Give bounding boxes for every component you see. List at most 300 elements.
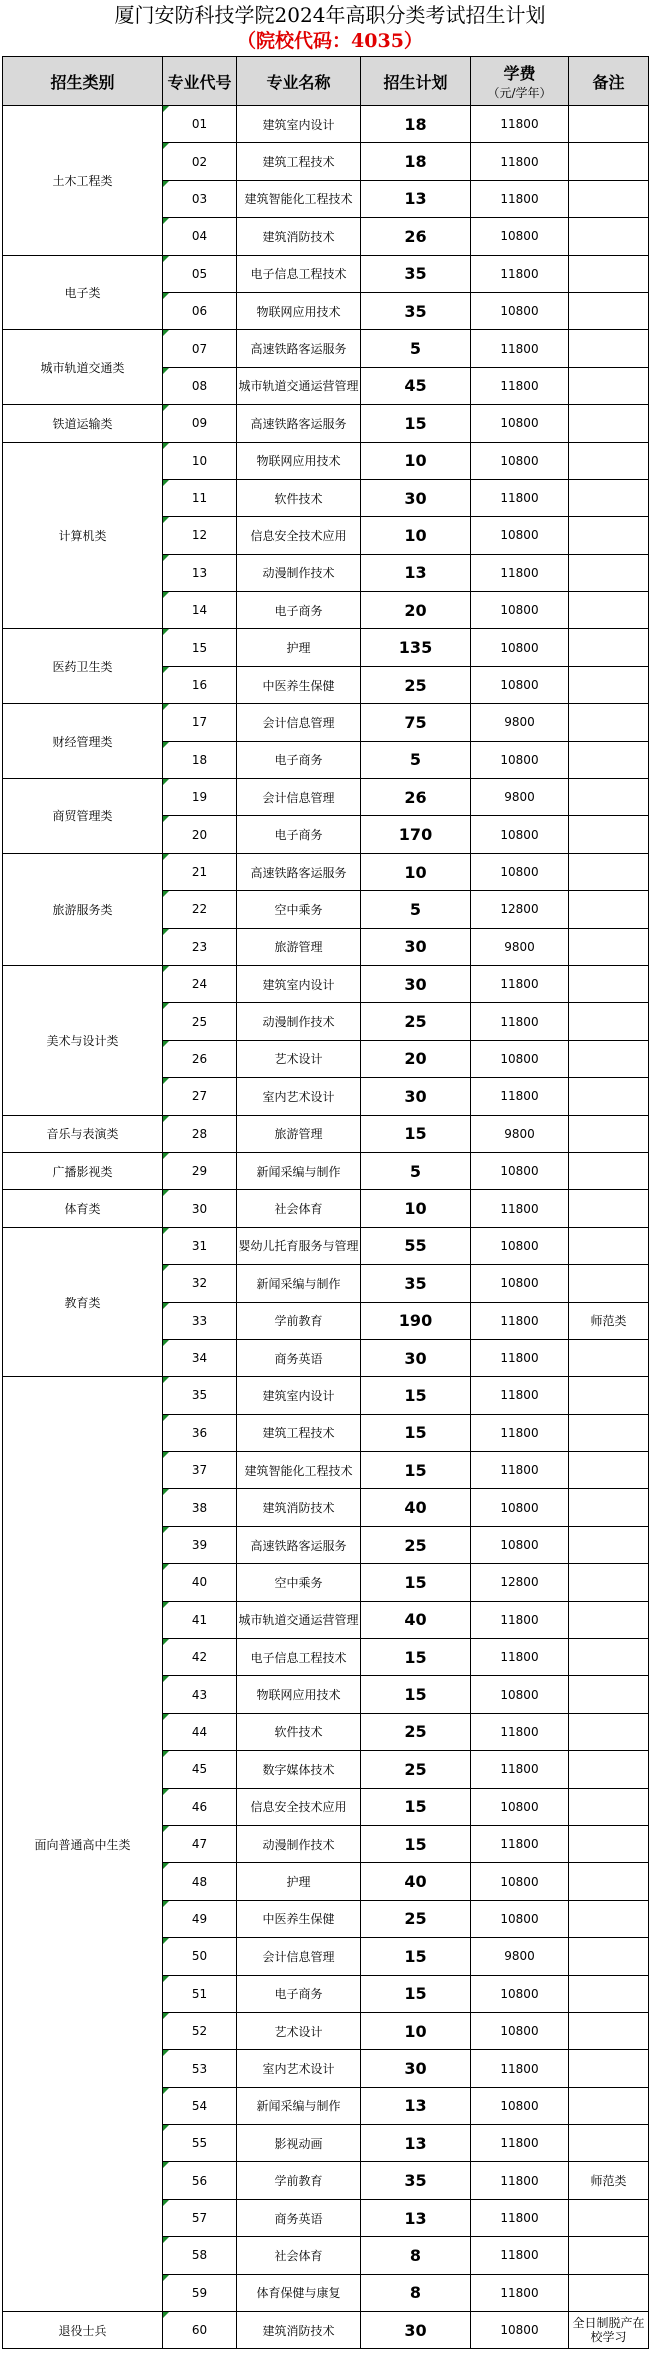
major-cell: 建筑工程技术 xyxy=(237,1414,361,1451)
header-major: 专业名称 xyxy=(237,57,361,106)
fee-cell: 11800 xyxy=(471,1078,569,1115)
plan-cell: 40 xyxy=(361,1601,471,1638)
major-cell: 会计信息管理 xyxy=(237,704,361,741)
text-format-marker-icon xyxy=(163,1228,169,1234)
category-cell: 商贸管理类 xyxy=(3,779,163,854)
code-cell xyxy=(163,891,237,928)
plan-cell: 170 xyxy=(361,816,471,853)
code-cell xyxy=(163,255,237,292)
code-cell xyxy=(163,2237,237,2274)
note-cell xyxy=(569,1639,649,1676)
plan-cell: 135 xyxy=(361,629,471,666)
plan-cell: 10 xyxy=(361,1190,471,1227)
header-fee-unit: （元/学年） xyxy=(487,86,552,100)
plan-cell: 15 xyxy=(361,1115,471,1152)
note-cell xyxy=(569,928,649,965)
table-row xyxy=(3,442,649,479)
fee-cell: 11800 xyxy=(471,255,569,292)
plan-cell: 10 xyxy=(361,2012,471,2049)
major-cell: 会计信息管理 xyxy=(237,779,361,816)
text-format-marker-icon xyxy=(163,2312,169,2318)
note-cell xyxy=(569,106,649,143)
code-cell xyxy=(163,1938,237,1975)
fee-cell: 10800 xyxy=(471,1975,569,2012)
major-cell: 旅游管理 xyxy=(237,928,361,965)
major-cell: 建筑消防技术 xyxy=(237,218,361,255)
plan-cell: 40 xyxy=(361,1863,471,1900)
note-cell xyxy=(569,1751,649,1788)
category-cell: 计算机类 xyxy=(3,442,163,629)
plan-cell: 30 xyxy=(361,928,471,965)
text-format-marker-icon xyxy=(163,405,169,411)
code-value: 18 xyxy=(191,752,208,767)
fee-cell: 11800 xyxy=(471,143,569,180)
table-row xyxy=(3,629,649,666)
header-plan: 招生计划 xyxy=(361,57,471,106)
note-cell xyxy=(569,666,649,703)
code-cell xyxy=(163,554,237,591)
category-cell: 医药卫生类 xyxy=(3,629,163,704)
text-format-marker-icon xyxy=(163,1003,169,1009)
major-cell: 会计信息管理 xyxy=(237,1938,361,1975)
table-row xyxy=(3,1377,649,1414)
code-value: 27 xyxy=(191,1089,208,1104)
code-value: 39 xyxy=(191,1538,208,1553)
table-row xyxy=(3,965,649,1002)
table-row xyxy=(3,779,649,816)
note-cell xyxy=(569,1676,649,1713)
code-value: 24 xyxy=(191,977,208,992)
major-cell: 建筑智能化工程技术 xyxy=(237,1452,361,1489)
note-cell xyxy=(569,2087,649,2124)
plan-cell: 10 xyxy=(361,853,471,890)
plan-cell: 18 xyxy=(361,106,471,143)
code-cell xyxy=(163,1190,237,1227)
fee-cell: 10800 xyxy=(471,1900,569,1937)
fee-cell: 11800 xyxy=(471,1414,569,1451)
text-format-marker-icon xyxy=(163,592,169,598)
table-row xyxy=(3,106,649,143)
text-format-marker-icon xyxy=(163,704,169,710)
note-cell xyxy=(569,442,649,479)
code-cell xyxy=(163,2312,237,2349)
note-cell xyxy=(569,2050,649,2087)
fee-cell: 10800 xyxy=(471,1863,569,1900)
text-format-marker-icon xyxy=(163,779,169,785)
note-cell xyxy=(569,1265,649,1302)
code-value: 32 xyxy=(191,1276,208,1291)
plan-cell: 35 xyxy=(361,255,471,292)
note-cell xyxy=(569,853,649,890)
code-cell xyxy=(163,143,237,180)
fee-cell: 10800 xyxy=(471,292,569,329)
note-cell: 师范类 xyxy=(569,2162,649,2199)
major-cell: 高速铁路客运服务 xyxy=(237,1526,361,1563)
major-cell: 新闻采编与制作 xyxy=(237,1265,361,1302)
fee-cell: 11800 xyxy=(471,2274,569,2311)
table-row xyxy=(3,255,649,292)
category-cell: 广播影视类 xyxy=(3,1152,163,1189)
major-cell: 社会体育 xyxy=(237,1190,361,1227)
text-format-marker-icon xyxy=(163,293,169,299)
fee-cell: 10800 xyxy=(471,666,569,703)
note-cell xyxy=(569,367,649,404)
code-cell xyxy=(163,106,237,143)
code-value: 01 xyxy=(191,117,208,132)
major-cell: 动漫制作技术 xyxy=(237,1825,361,1862)
code-value: 33 xyxy=(191,1313,208,1328)
major-cell: 学前教育 xyxy=(237,1302,361,1339)
code-cell xyxy=(163,816,237,853)
text-format-marker-icon xyxy=(163,1976,169,1982)
plan-cell: 15 xyxy=(361,1825,471,1862)
plan-cell: 8 xyxy=(361,2274,471,2311)
text-format-marker-icon xyxy=(163,1676,169,1682)
note-cell xyxy=(569,629,649,666)
note-cell xyxy=(569,517,649,554)
major-cell: 高速铁路客运服务 xyxy=(237,330,361,367)
code-value: 46 xyxy=(191,1799,208,1814)
major-cell: 电子商务 xyxy=(237,741,361,778)
fee-cell: 11800 xyxy=(471,367,569,404)
code-cell xyxy=(163,180,237,217)
fee-cell: 11800 xyxy=(471,2162,569,2199)
category-cell: 美术与设计类 xyxy=(3,965,163,1115)
major-cell: 城市轨道交通运营管理 xyxy=(237,367,361,404)
fee-cell: 10800 xyxy=(471,218,569,255)
code-cell xyxy=(163,1863,237,1900)
institution-code: （院校代码：4035） xyxy=(237,30,423,52)
code-value: 59 xyxy=(191,2285,208,2300)
plan-cell: 15 xyxy=(361,1414,471,1451)
code-cell xyxy=(163,1377,237,1414)
plan-cell: 5 xyxy=(361,741,471,778)
code-cell xyxy=(163,1975,237,2012)
text-format-marker-icon xyxy=(163,1938,169,1944)
code-value: 31 xyxy=(191,1238,208,1253)
text-format-marker-icon xyxy=(163,1489,169,1495)
text-format-marker-icon xyxy=(163,1452,169,1458)
note-cell xyxy=(569,405,649,442)
fee-cell: 9800 xyxy=(471,928,569,965)
major-cell: 建筑工程技术 xyxy=(237,143,361,180)
text-format-marker-icon xyxy=(163,1415,169,1421)
table-header-row xyxy=(3,57,649,106)
table-row xyxy=(3,853,649,890)
note-cell xyxy=(569,1227,649,1264)
code-cell xyxy=(163,442,237,479)
text-format-marker-icon xyxy=(163,2275,169,2281)
plan-cell: 15 xyxy=(361,1938,471,1975)
major-cell: 中医养生保健 xyxy=(237,1900,361,1937)
plan-cell: 15 xyxy=(361,1639,471,1676)
note-cell xyxy=(569,1040,649,1077)
fee-cell: 11800 xyxy=(471,554,569,591)
text-format-marker-icon xyxy=(163,256,169,262)
major-cell: 建筑室内设计 xyxy=(237,965,361,1002)
plan-cell: 30 xyxy=(361,479,471,516)
code-value: 26 xyxy=(191,1051,208,1066)
plan-cell: 30 xyxy=(361,1339,471,1376)
code-cell xyxy=(163,2087,237,2124)
note-cell xyxy=(569,1339,649,1376)
plan-cell: 190 xyxy=(361,1302,471,1339)
code-value: 13 xyxy=(191,565,208,580)
note-cell xyxy=(569,1003,649,1040)
text-format-marker-icon xyxy=(163,1078,169,1084)
code-cell xyxy=(163,367,237,404)
plan-cell: 25 xyxy=(361,1751,471,1788)
major-cell: 城市轨道交通运营管理 xyxy=(237,1601,361,1638)
code-value: 11 xyxy=(191,491,208,506)
code-cell xyxy=(163,1526,237,1563)
fee-cell: 10800 xyxy=(471,442,569,479)
text-format-marker-icon xyxy=(163,1041,169,1047)
code-value: 10 xyxy=(191,453,208,468)
code-cell xyxy=(163,405,237,442)
text-format-marker-icon xyxy=(163,181,169,187)
text-format-marker-icon xyxy=(163,1190,169,1196)
code-cell xyxy=(163,1564,237,1601)
code-value: 23 xyxy=(191,939,208,954)
code-value: 06 xyxy=(191,304,208,319)
text-format-marker-icon xyxy=(163,1901,169,1907)
header-category: 招生类别 xyxy=(3,57,163,106)
category-cell: 教育类 xyxy=(3,1227,163,1377)
table-body xyxy=(3,106,649,2349)
plan-cell: 25 xyxy=(361,666,471,703)
code-value: 15 xyxy=(191,640,208,655)
major-cell: 建筑消防技术 xyxy=(237,1489,361,1526)
fee-cell: 11800 xyxy=(471,2125,569,2162)
fee-cell: 10800 xyxy=(471,592,569,629)
note-cell xyxy=(569,891,649,928)
major-cell: 空中乘务 xyxy=(237,1564,361,1601)
code-cell xyxy=(163,2162,237,2199)
note-cell xyxy=(569,2012,649,2049)
major-cell: 电子信息工程技术 xyxy=(237,1639,361,1676)
code-cell xyxy=(163,592,237,629)
code-cell xyxy=(163,479,237,516)
text-format-marker-icon xyxy=(163,218,169,224)
fee-cell: 11800 xyxy=(471,1377,569,1414)
table-row xyxy=(3,330,649,367)
major-cell: 室内艺术设计 xyxy=(237,1078,361,1115)
code-value: 43 xyxy=(191,1687,208,1702)
plan-cell: 10 xyxy=(361,442,471,479)
major-cell: 室内艺术设计 xyxy=(237,2050,361,2087)
text-format-marker-icon xyxy=(163,1153,169,1159)
code-cell xyxy=(163,218,237,255)
fee-cell: 11800 xyxy=(471,1339,569,1376)
code-cell xyxy=(163,629,237,666)
table-row xyxy=(3,1227,649,1264)
code-cell xyxy=(163,1676,237,1713)
note-cell xyxy=(569,816,649,853)
note-cell xyxy=(569,2237,649,2274)
fee-cell: 11800 xyxy=(471,330,569,367)
note-cell xyxy=(569,1825,649,1862)
text-format-marker-icon xyxy=(163,667,169,673)
major-cell: 商务英语 xyxy=(237,1339,361,1376)
fee-cell: 11800 xyxy=(471,106,569,143)
code-value: 57 xyxy=(191,2211,208,2226)
note-cell xyxy=(569,2199,649,2236)
fee-cell: 10800 xyxy=(471,741,569,778)
category-cell: 体育类 xyxy=(3,1190,163,1227)
code-value: 02 xyxy=(191,154,208,169)
fee-cell: 10800 xyxy=(471,405,569,442)
major-cell: 学前教育 xyxy=(237,2162,361,2199)
code-value: 19 xyxy=(191,790,208,805)
fee-cell: 11800 xyxy=(471,1003,569,1040)
plan-cell: 30 xyxy=(361,965,471,1002)
fee-cell: 10800 xyxy=(471,1676,569,1713)
text-format-marker-icon xyxy=(163,1116,169,1122)
code-value: 53 xyxy=(191,2061,208,2076)
code-cell xyxy=(163,2050,237,2087)
note-cell xyxy=(569,1526,649,1563)
text-format-marker-icon xyxy=(163,1340,169,1346)
code-value: 50 xyxy=(191,1949,208,1964)
code-cell xyxy=(163,741,237,778)
table-row xyxy=(3,2312,649,2349)
header-fee xyxy=(471,57,569,106)
major-cell: 社会体育 xyxy=(237,2237,361,2274)
note-cell xyxy=(569,741,649,778)
code-value: 60 xyxy=(191,2323,208,2338)
text-format-marker-icon xyxy=(163,854,169,860)
note-cell xyxy=(569,554,649,591)
note-cell xyxy=(569,1452,649,1489)
major-cell: 软件技术 xyxy=(237,479,361,516)
note-cell: 全日制脱产在校学习 xyxy=(569,2312,649,2349)
code-value: 40 xyxy=(191,1575,208,1590)
text-format-marker-icon xyxy=(163,1826,169,1832)
text-format-marker-icon xyxy=(163,517,169,523)
code-cell xyxy=(163,330,237,367)
code-cell xyxy=(163,965,237,1002)
code-value: 38 xyxy=(191,1500,208,1515)
code-value: 07 xyxy=(191,341,208,356)
plan-cell: 15 xyxy=(361,1377,471,1414)
major-cell: 电子商务 xyxy=(237,592,361,629)
text-format-marker-icon xyxy=(163,2125,169,2131)
enrollment-plan-table xyxy=(2,56,649,2349)
fee-cell: 11800 xyxy=(471,1713,569,1750)
note-cell xyxy=(569,1975,649,2012)
fee-cell: 11800 xyxy=(471,479,569,516)
note-cell xyxy=(569,965,649,1002)
plan-cell: 40 xyxy=(361,1489,471,1526)
text-format-marker-icon xyxy=(163,2013,169,2019)
note-cell xyxy=(569,1152,649,1189)
note-cell xyxy=(569,1938,649,1975)
text-format-marker-icon xyxy=(163,966,169,972)
plan-cell: 15 xyxy=(361,1564,471,1601)
plan-cell: 5 xyxy=(361,891,471,928)
fee-cell: 10800 xyxy=(471,816,569,853)
code-value: 08 xyxy=(191,378,208,393)
plan-cell: 25 xyxy=(361,1003,471,1040)
fee-cell: 10800 xyxy=(471,1489,569,1526)
category-cell: 铁道运输类 xyxy=(3,405,163,442)
code-cell xyxy=(163,1227,237,1264)
fee-cell: 11800 xyxy=(471,1601,569,1638)
header-note: 备注 xyxy=(569,57,649,106)
text-format-marker-icon xyxy=(163,330,169,336)
major-cell: 信息安全技术应用 xyxy=(237,517,361,554)
text-format-marker-icon xyxy=(163,1564,169,1570)
code-value: 49 xyxy=(191,1911,208,1926)
major-cell: 物联网应用技术 xyxy=(237,292,361,329)
table-row xyxy=(3,1152,649,1189)
plan-cell: 35 xyxy=(361,292,471,329)
plan-cell: 25 xyxy=(361,1526,471,1563)
plan-cell: 35 xyxy=(361,2162,471,2199)
fee-cell: 11800 xyxy=(471,1825,569,1862)
fee-cell: 9800 xyxy=(471,779,569,816)
text-format-marker-icon xyxy=(163,555,169,561)
plan-cell: 15 xyxy=(361,1452,471,1489)
major-cell: 软件技术 xyxy=(237,1713,361,1750)
plan-cell: 15 xyxy=(361,1788,471,1825)
fee-cell: 10800 xyxy=(471,1526,569,1563)
category-cell: 退役士兵 xyxy=(3,2312,163,2349)
note-cell xyxy=(569,180,649,217)
major-cell: 物联网应用技术 xyxy=(237,1676,361,1713)
major-cell: 护理 xyxy=(237,629,361,666)
fee-cell: 10800 xyxy=(471,2312,569,2349)
text-format-marker-icon xyxy=(163,1527,169,1533)
code-value: 20 xyxy=(191,827,208,842)
code-value: 45 xyxy=(191,1762,208,1777)
plan-cell: 15 xyxy=(361,1975,471,2012)
category-cell: 城市轨道交通类 xyxy=(3,330,163,405)
text-format-marker-icon xyxy=(163,1751,169,1757)
major-cell: 电子商务 xyxy=(237,816,361,853)
text-format-marker-icon xyxy=(163,480,169,486)
code-cell xyxy=(163,2012,237,2049)
plan-cell: 30 xyxy=(361,2312,471,2349)
text-format-marker-icon xyxy=(163,1602,169,1608)
table-row xyxy=(3,1115,649,1152)
code-value: 55 xyxy=(191,2136,208,2151)
fee-cell: 11800 xyxy=(471,1452,569,1489)
text-format-marker-icon xyxy=(163,742,169,748)
code-cell xyxy=(163,1414,237,1451)
category-cell: 电子类 xyxy=(3,255,163,330)
plan-cell: 35 xyxy=(361,1265,471,1302)
major-cell: 动漫制作技术 xyxy=(237,554,361,591)
plan-cell: 18 xyxy=(361,143,471,180)
plan-cell: 75 xyxy=(361,704,471,741)
code-value: 21 xyxy=(191,865,208,879)
fee-cell: 10800 xyxy=(471,1040,569,1077)
text-format-marker-icon xyxy=(163,2237,169,2243)
fee-cell: 11800 xyxy=(471,1190,569,1227)
code-cell xyxy=(163,1339,237,1376)
note-cell xyxy=(569,255,649,292)
text-format-marker-icon xyxy=(163,143,169,149)
note-cell xyxy=(569,592,649,629)
code-value: 25 xyxy=(191,1014,208,1029)
text-format-marker-icon xyxy=(163,891,169,897)
note-cell xyxy=(569,779,649,816)
text-format-marker-icon xyxy=(163,629,169,635)
code-cell xyxy=(163,1601,237,1638)
note-cell xyxy=(569,1190,649,1227)
